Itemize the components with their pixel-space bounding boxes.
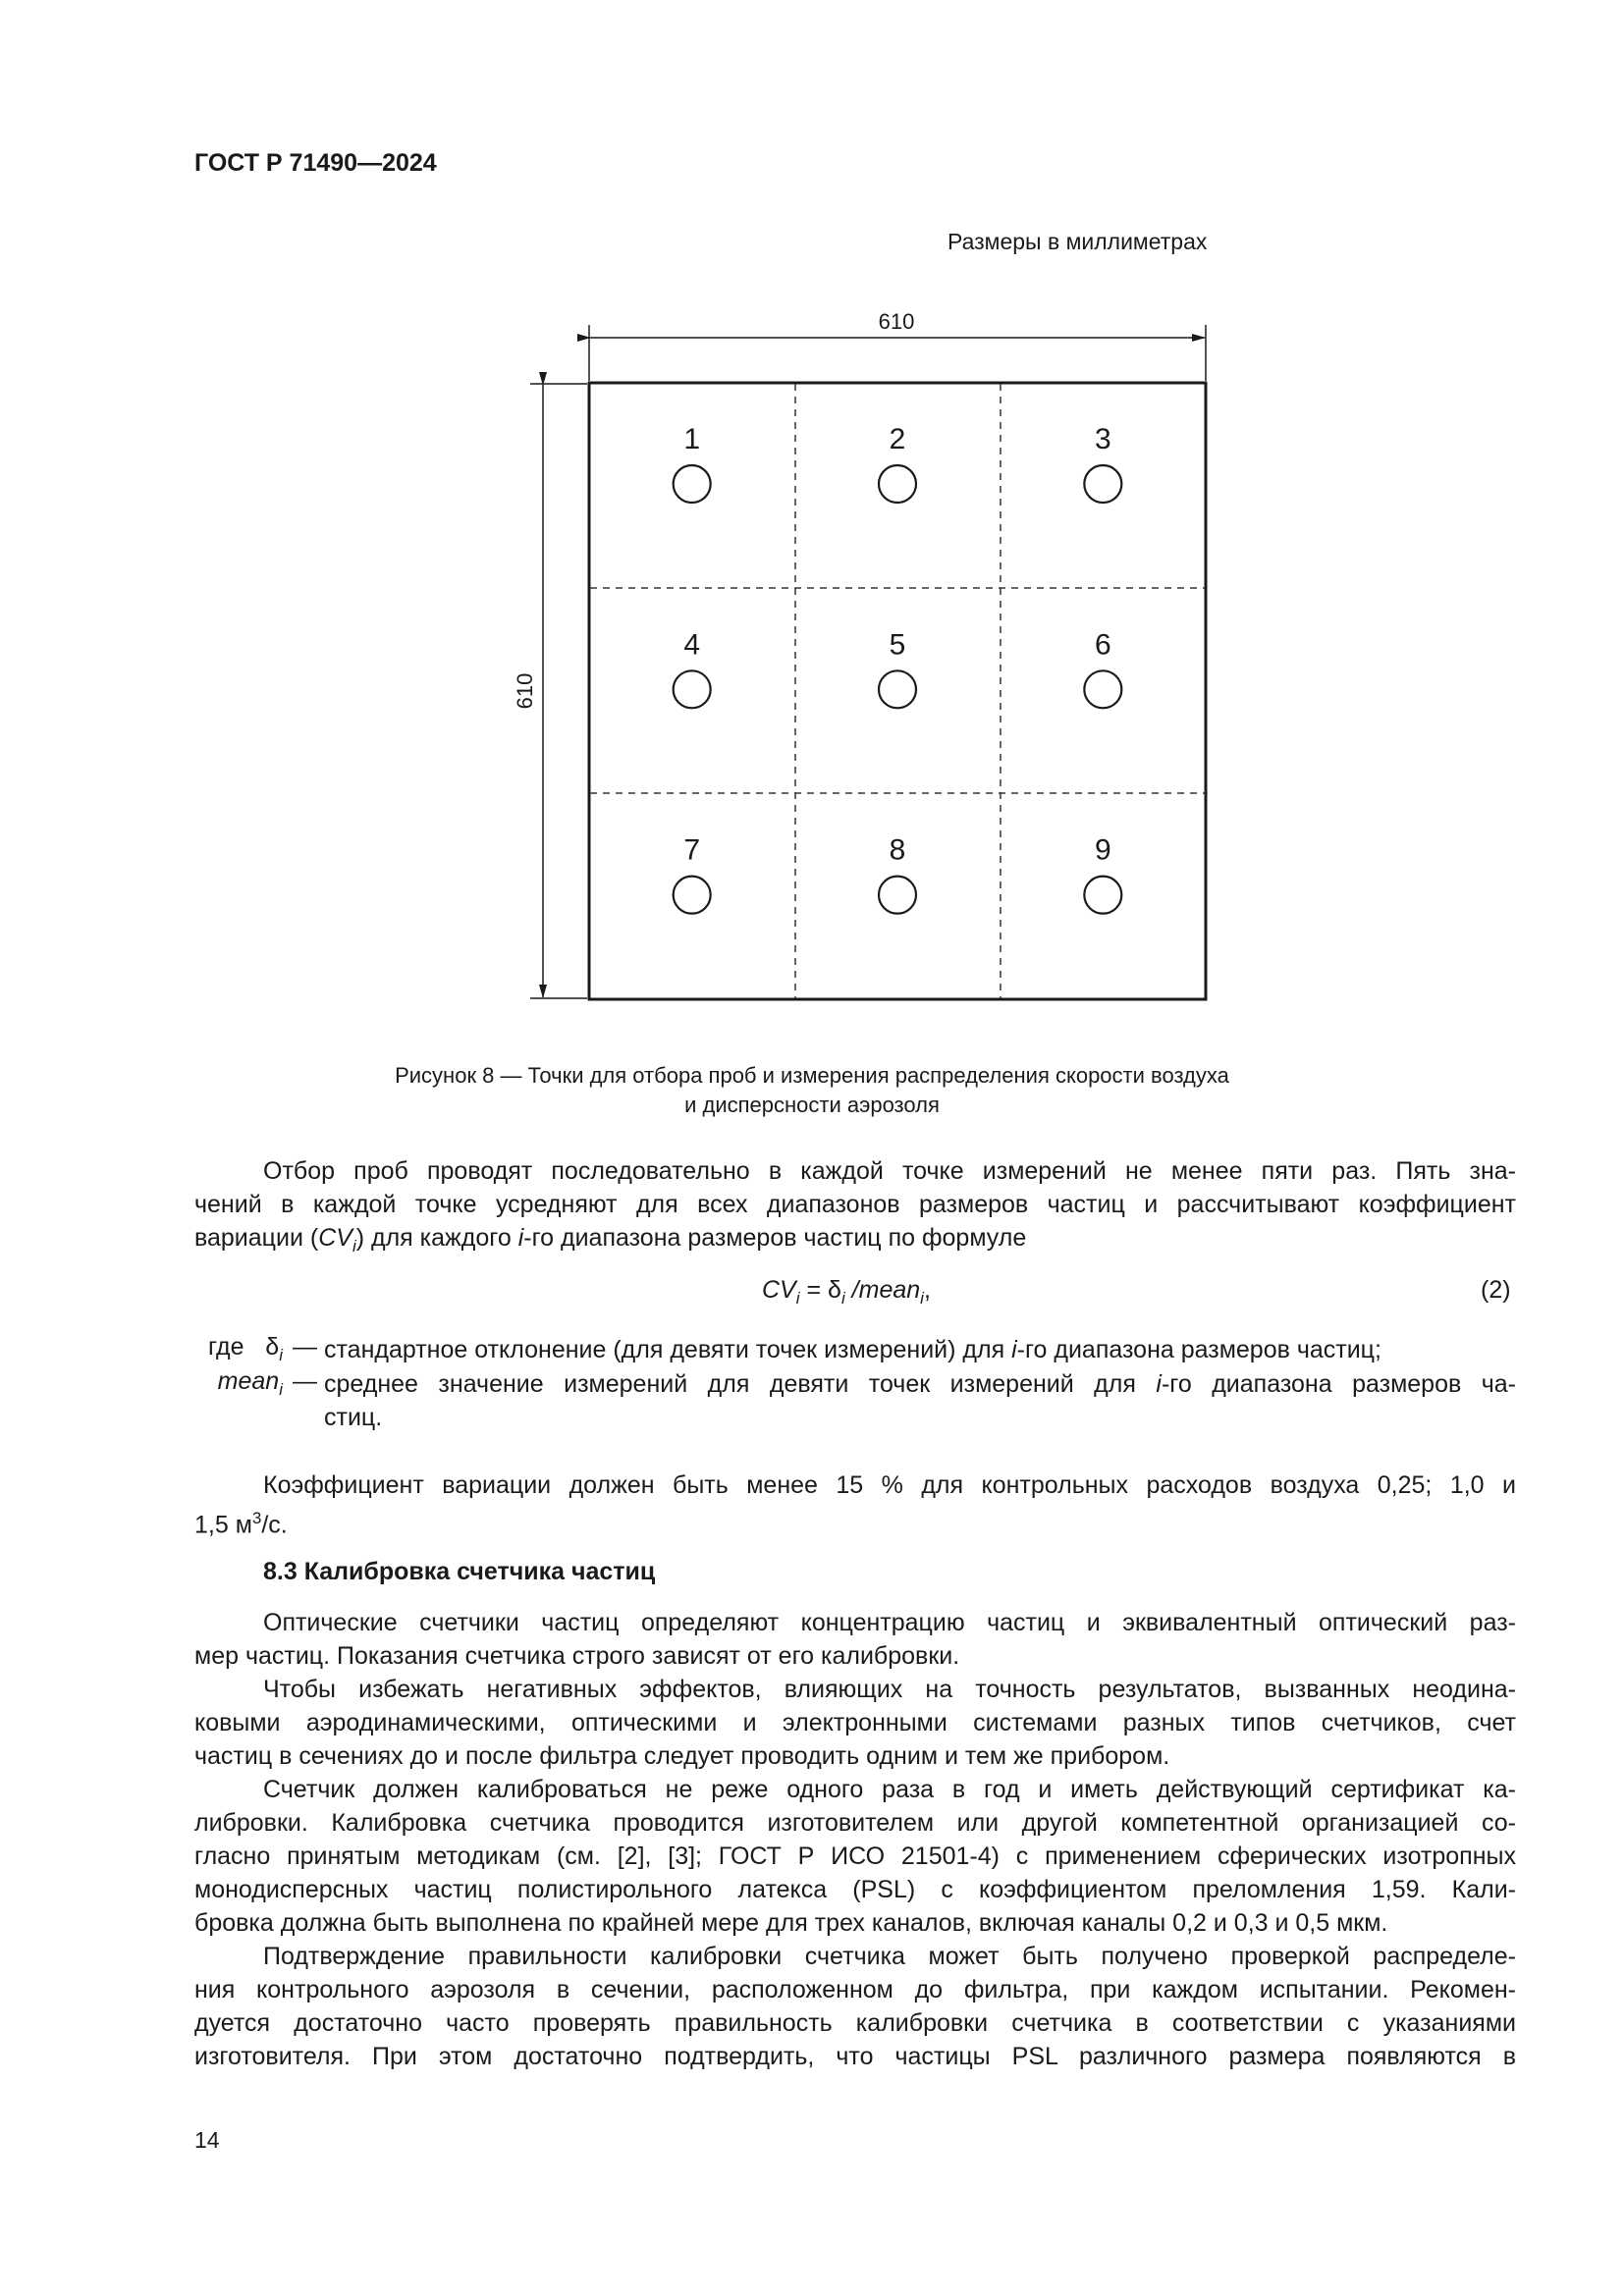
sampling-points [674,423,1122,914]
paragraph-5-line-2: либровки. Калибровка счетчика проводится изготовителем или другой компетентной организацией со- [194,1809,1516,1837]
paragraph-5-line-3: гласно принятым методикам (см. [2], [3]; ГОСТ Р ИСО 21501-4) с применением сферических изотропных [194,1842,1516,1870]
definition-2-text-cont: стиц. [324,1404,383,1431]
paragraph-3-line-2: мер частиц. Показания счетчика строго зависят от его калибровки. [194,1642,960,1670]
point-label: 2 [889,423,906,455]
sampling-point-marker [879,877,916,914]
height-label: 610 [513,672,537,710]
paragraph-1-line-1: Отбор проб проводят последовательно в каждой точке измерений не менее пяти раз. Пять зна- [263,1157,1516,1185]
point-label: 7 [683,833,701,867]
paragraph-4-line-3: частиц в сечениях до и после фильтра следует проводить одним и тем же прибором. [194,1742,1170,1770]
formula: $CV_i = \delta_i$ /mean$_i$, [762,1276,931,1308]
duct-section-outline [589,383,1206,999]
definition-2-dash: — [293,1367,317,1395]
paragraph-1-line-3: вариации $(CV_i)$ для каждого i-го диапазона размеров частиц по формуле [194,1224,1027,1255]
paragraph-3-line-1: Оптические счетчики частиц определяют концентрацию частиц и эквивалентный оптический раз- [263,1609,1516,1636]
formula-number: (2) [1481,1276,1511,1304]
page-number: 14 [194,2127,220,2153]
point-label: 3 [1094,423,1111,455]
sampling-point-marker [674,877,711,914]
sampling-point-marker [1084,465,1121,503]
point-label: 5 [889,628,906,662]
sampling-point-marker [674,670,711,708]
point-label: 4 [683,628,701,662]
width-label: 610 [878,309,915,334]
figure-caption-line1: Рисунок 8 — Точки для отбора проб и измерения распределения скорости воздуха [395,1063,1229,1088]
point-label: 6 [1094,628,1111,662]
sampling-points-figure [0,0,1624,1021]
paragraph-6-line-1: Подтверждение правильности калибровки счетчика может быть получено проверкой распределе- [263,1943,1516,1970]
section-heading: 8.3 Калибровка счетчика частиц [263,1558,656,1585]
where-label: где [208,1333,244,1361]
paragraph-1-line-2: чений в каждой точке усредняют для всех диапазонов размеров частиц и рассчитывают коэффициент [194,1191,1516,1218]
sampling-point-marker [1084,670,1121,708]
paragraph-4-line-1: Чтобы избежать негативных эффектов, влияющих на точность результатов, вызванных неодина- [263,1676,1516,1703]
definition-1-term: $\delta_i$ [265,1333,283,1364]
paragraph-5-line-4: монодисперсных частиц полистирольного латекса (PSL) с коэффициентом преломления 1,59. Кали- [194,1876,1516,1903]
paragraph-6-line-2: ния контрольного аэрозоля в сечении, расположенном до фильтра, при каждом испытании. Рекомен- [194,1976,1516,2003]
dimensions-note: Размеры в миллиметрах [947,229,1208,254]
document-code: ГОСТ Р 71490—2024 [194,149,437,177]
paragraph-2-line-1: Коэффициент вариации должен быть менее 15 % для контрольных расходов воздуха 0,25; 1,0 и [263,1471,1516,1499]
paragraph-6-line-3: дуется достаточно часто проверять правильность калибровки счетчика в соответствии с указаниями [194,2009,1516,2037]
point-label: 1 [683,423,701,455]
sampling-point-marker [879,670,916,708]
definition-2-text: среднее значение измерений для девяти точек измерений для i-го диапазона размеров ча- [324,1370,1516,1398]
paragraph-5-line-5: бровка должна быть выполнена по крайней мере для трех каналов, включая каналы 0,2 и 0,3 и 0,5 мкм. [194,1909,1388,1937]
sampling-point-marker [879,465,916,503]
point-label: 8 [889,833,906,867]
figure-caption-line2: и дисперсности аэрозоля [684,1093,940,1117]
definition-2-term: mean$_i$ [217,1367,283,1399]
paragraph-6-line-4: изготовителя. При этом достаточно подтвердить, что частицы PSL различного размера появляются в [194,2043,1516,2070]
sampling-point-marker [674,465,711,503]
paragraph-4-line-2: ковыми аэродинамическими, оптическими и электронными системами разных типов счетчиков, счет [194,1709,1516,1736]
paragraph-2-line-2: 1,5 $м^3/с$. [194,1509,288,1539]
definition-1-dash: — [293,1333,317,1361]
paragraph-5-line-1: Счетчик должен калиброваться не реже одного раза в год и иметь действующий сертификат ка- [263,1776,1516,1803]
definition-1-text: стандартное отклонение (для девяти точек измерений) для i-го диапазона размеров частиц; [324,1336,1381,1363]
sampling-point-marker [1084,877,1121,914]
point-label: 9 [1094,833,1111,867]
